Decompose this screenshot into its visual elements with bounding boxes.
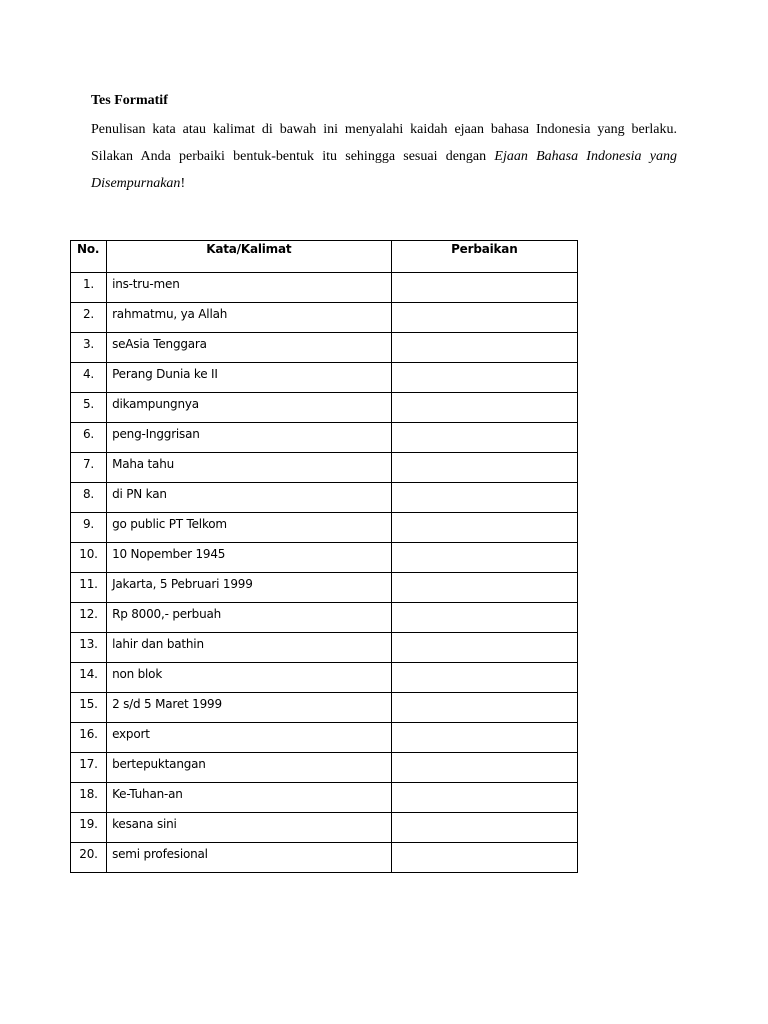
row-item: rahmatmu, ya Allah [107,303,392,333]
row-number: 11. [71,573,107,603]
table-row [71,573,578,603]
row-number: 8. [71,483,107,513]
table-row [71,393,578,423]
row-correction-cell [391,423,577,453]
table-row [71,693,578,723]
table-row [71,513,578,543]
row-number: 17. [71,753,107,783]
table-row [71,303,578,333]
row-correction-cell [391,393,577,423]
document-heading: Tes Formatif [91,93,168,108]
table-row [71,603,578,633]
row-number: 1. [71,273,107,303]
row-correction-cell [391,633,577,663]
row-number: 4. [71,363,107,393]
row-item: 2 s/d 5 Maret 1999 [107,693,392,723]
row-item: di PN kan [107,483,392,513]
row-correction-cell [391,783,577,813]
row-correction-cell [391,753,577,783]
table-row [71,783,578,813]
row-correction-cell [391,663,577,693]
row-correction-cell [391,303,577,333]
row-correction-cell [391,543,577,573]
row-correction-cell [391,693,577,723]
row-item: dikampungnya [107,393,392,423]
row-number: 10. [71,543,107,573]
row-correction-cell [391,843,577,873]
row-number: 14. [71,663,107,693]
header-item: Kata/Kalimat [107,241,392,273]
row-number: 3. [71,333,107,363]
row-item: ins-tru-men [107,273,392,303]
row-number: 13. [71,633,107,663]
row-number: 16. [71,723,107,753]
row-correction-cell [391,603,577,633]
row-correction-cell [391,273,577,303]
header-no: No. [71,241,107,273]
row-number: 2. [71,303,107,333]
table-row [71,543,578,573]
row-number: 7. [71,453,107,483]
instruction-italic-text: Ejaan Bahasa Indonesia yang Disempurnakan [91,149,677,191]
row-number: 9. [71,513,107,543]
row-item: kesana sini [107,813,392,843]
row-item: go public PT Telkom [107,513,392,543]
row-item: Perang Dunia ke II [107,363,392,393]
table-row [71,663,578,693]
row-correction-cell [391,573,577,603]
header-fix: Perbaikan [391,241,577,273]
row-item: lahir dan bathin [107,633,392,663]
table-body [71,273,578,873]
row-correction-cell [391,513,577,543]
row-correction-cell [391,723,577,753]
table-header-row [71,241,578,273]
row-number: 15. [71,693,107,723]
table-row [71,453,578,483]
table-row [71,273,578,303]
row-item: peng-Inggrisan [107,423,392,453]
table-row [71,723,578,753]
instruction-paragraph [91,116,677,197]
row-correction-cell [391,363,577,393]
instruction-text: Penulisan kata atau kalimat di bawah ini menyalahi kaidah ejaan bahasa Indonesia yang berlaku. Silakan Anda perbaiki bentuk-bentuk itu sehingga sesuai dengan [91,122,677,164]
row-correction-cell [391,453,577,483]
row-number: 5. [71,393,107,423]
table-row [71,753,578,783]
table-row [71,633,578,663]
row-item: non blok [107,663,392,693]
table-row [71,363,578,393]
row-correction-cell [391,333,577,363]
row-item: Jakarta, 5 Pebruari 1999 [107,573,392,603]
table-row [71,483,578,513]
exercise-table [70,240,578,873]
row-correction-cell [391,813,577,843]
table-row [71,423,578,453]
row-number: 12. [71,603,107,633]
row-item: semi profesional [107,843,392,873]
row-number: 18. [71,783,107,813]
row-number: 19. [71,813,107,843]
instruction-end-text: ! [180,176,186,191]
table-row [71,843,578,873]
row-number: 20. [71,843,107,873]
row-item: Maha tahu [107,453,392,483]
row-correction-cell [391,483,577,513]
table-row [71,333,578,363]
row-item: 10 Nopember 1945 [107,543,392,573]
row-item: bertepuktangan [107,753,392,783]
row-item: Rp 8000,- perbuah [107,603,392,633]
table-row [71,813,578,843]
row-item: seAsia Tenggara [107,333,392,363]
row-item: export [107,723,392,753]
row-number: 6. [71,423,107,453]
row-item: Ke-Tuhan-an [107,783,392,813]
